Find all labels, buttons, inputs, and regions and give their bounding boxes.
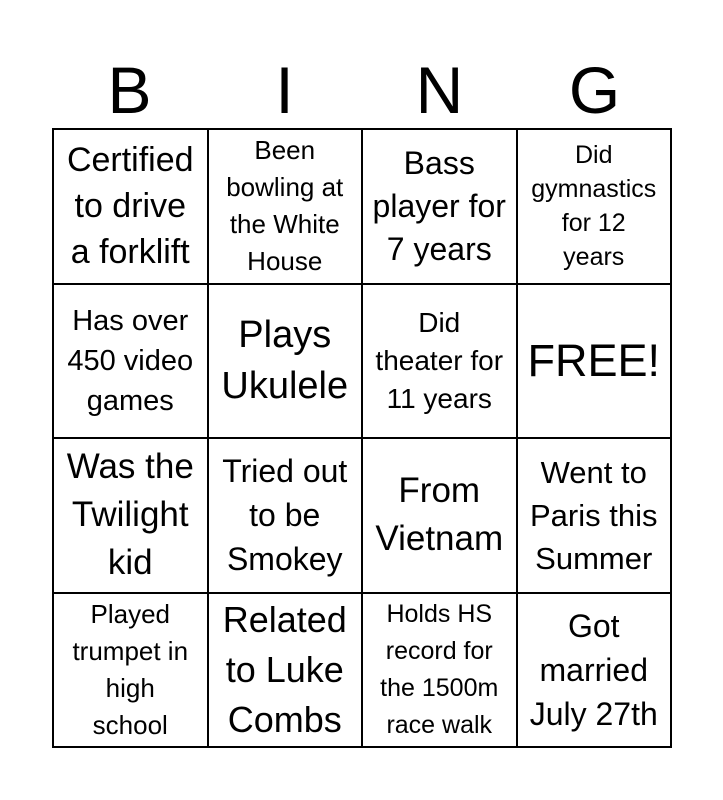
bingo-cell[interactable]	[518, 130, 673, 285]
cell-label: Holds HS record for the 1500m race walk	[380, 599, 499, 739]
header-letter-i: I	[275, 53, 294, 127]
bingo-cell[interactable]	[518, 594, 673, 749]
bingo-cell[interactable]	[209, 439, 364, 594]
header-letter-b: B	[107, 53, 152, 127]
cell-label: Certified to drive a forklift	[66, 141, 194, 272]
bingo-board	[52, 128, 672, 748]
bingo-cell[interactable]	[209, 130, 364, 285]
bingo-cell[interactable]	[54, 594, 209, 749]
cell-label: Played trumpet in high school	[72, 598, 189, 740]
bingo-cell[interactable]	[54, 439, 209, 594]
bingo-cell[interactable]	[54, 130, 209, 285]
cell-label: Plays Ukulele	[221, 313, 349, 407]
bingo-cell[interactable]	[518, 285, 673, 440]
bingo-cell[interactable]	[54, 285, 209, 440]
cell-label: Did theater for 11 years	[375, 306, 504, 414]
cell-label: Bass player for 7 years	[372, 144, 506, 267]
bingo-header	[52, 52, 672, 128]
cell-label: Went to Paris this Summer	[530, 454, 658, 576]
bingo-cell[interactable]	[209, 594, 364, 749]
cell-label: Has over 450 video games	[67, 304, 194, 417]
cell-label: From Vietnam	[375, 471, 504, 559]
cell-label: Been bowling at the White House	[226, 135, 344, 277]
cell-label: Related to Luke Combs	[222, 598, 347, 740]
bingo-cell[interactable]	[209, 285, 364, 440]
bingo-cell[interactable]	[363, 439, 518, 594]
cell-label: Was the Twilight kid	[66, 447, 194, 583]
bingo-cell[interactable]	[518, 439, 673, 594]
cell-label: Did gymnastics for 12 years	[531, 141, 657, 272]
header-letter-g: G	[568, 53, 621, 127]
bingo-cell[interactable]	[363, 594, 518, 749]
cell-label: Tried out to be Smokey	[222, 453, 348, 578]
cell-label: Got married July 27th	[529, 607, 658, 732]
free-space: FREE!	[527, 334, 661, 386]
bingo-cell[interactable]	[363, 130, 518, 285]
header-letter-n: N	[415, 53, 464, 127]
bingo-cell[interactable]	[363, 285, 518, 440]
